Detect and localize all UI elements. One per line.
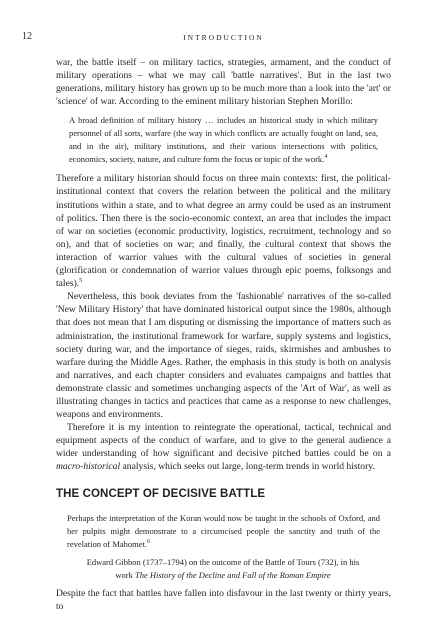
paragraph-1: war, the battle itself – on military tactics, strategies, armament, and the conduct of military operations – what we may call 'battle narratives'. But in the last two generations, military history has grown up to be much more than a look into the 'art' or 'science' of war. According to the eminent military historian Stephen Morillo:: [56, 57, 391, 108]
attribution-line-2: [56, 569, 380, 582]
paragraph-5: Despite the fact that battles have fallen into disfavour in the last twenty or thirty years, to: [56, 587, 391, 612]
paragraph-3: Nevertheless, this book deviates from the 'fashionable' narratives of the so-called 'New Military History' that have dominated historical output since the 1980s, although that does not mean that I am disputing or dismissing the importance of matters such as administration, the institutional framework for warfare, supply systems and logistics, society during war, and the importance of sieges, raids, skirmishes and ambushes to warfare during the Middle Ages. Rather, the emphasis in this study is both on analysis and narratives, and each chapter considers and evaluates campaigns and battles that demonstrate classic and sometimes unchanging aspects of the 'Art of War', as well as illustrating changes in tactics and practices that came as a response to new challenges, weapons and environments.: [56, 291, 391, 421]
footnote-ref-4: 4: [324, 154, 328, 161]
epigraph: [56, 512, 391, 551]
block-quote: [69, 114, 378, 166]
block-quote-body: A broad definition of military history … includes an historical study in which military personnel of all sorts, warfare (the way in which conflicts are actually fought on land, sea, and in the air), military institutions, and their various intersections with politics, economics, society, nature, and culture form the focus or topic of the work.: [69, 115, 378, 165]
paragraph-4-text-a: Therefore it is my intention to reintegrate the operational, tactical, technical and equipment aspects of the conduct of warfare, and to give to the general audience a wider understanding of how significant and decisive pitched battles could be on a: [56, 422, 391, 460]
section-heading: THE CONCEPT OF DECISIVE BATTLE: [56, 487, 266, 500]
running-head: INTRODUCTION: [183, 33, 264, 42]
epigraph-body: Perhaps the interpretation of the Koran would now be taught in the schools of Oxford, and her pulpits might demonstrate to a circumcised people the sanctity and truth of the revelation of Mahomet.: [67, 512, 380, 549]
paragraph-4-text-b: analysis, which seeks out large, long-term trends in world history.: [120, 461, 375, 473]
epigraph-attribution: [56, 556, 380, 582]
footnote-ref-5: 5: [79, 278, 83, 285]
paragraph-4-italic: macro-historical: [56, 461, 121, 473]
page-number: 12: [22, 31, 32, 42]
block-quote-text: [69, 114, 378, 166]
attribution-line-1: Edward Gibbon (1737–1794) on the outcome of the Battle of Tours (732), in his: [86, 556, 360, 567]
attribution-prefix: work: [115, 569, 135, 580]
paragraph-4: [56, 421, 391, 473]
epigraph-text: [67, 512, 380, 551]
footnote-ref-6: 6: [147, 538, 151, 545]
page-body: [56, 56, 391, 613]
attribution-work-title: The History of the Decline and Fall of the Roman Empire: [134, 569, 331, 580]
paragraph-2: [56, 172, 391, 290]
paragraph-2-text: Therefore a military historian should focus on three main contexts: first, the political-institutional context that covers the relation between the political and the military institutions within a state, and to what degree an army could be used as an instrument of politics. Then there is the socio-economic context, an area that includes the impact of war on societies (economic productivity, logistics, recruitment, technology and so on), and that of societies on war; and finally, the cultural context that shows the interaction of warrior values with the cultural values of societies in general (glorification or condemnation of warrior values through epic poems, folksongs and tales).: [56, 173, 391, 290]
